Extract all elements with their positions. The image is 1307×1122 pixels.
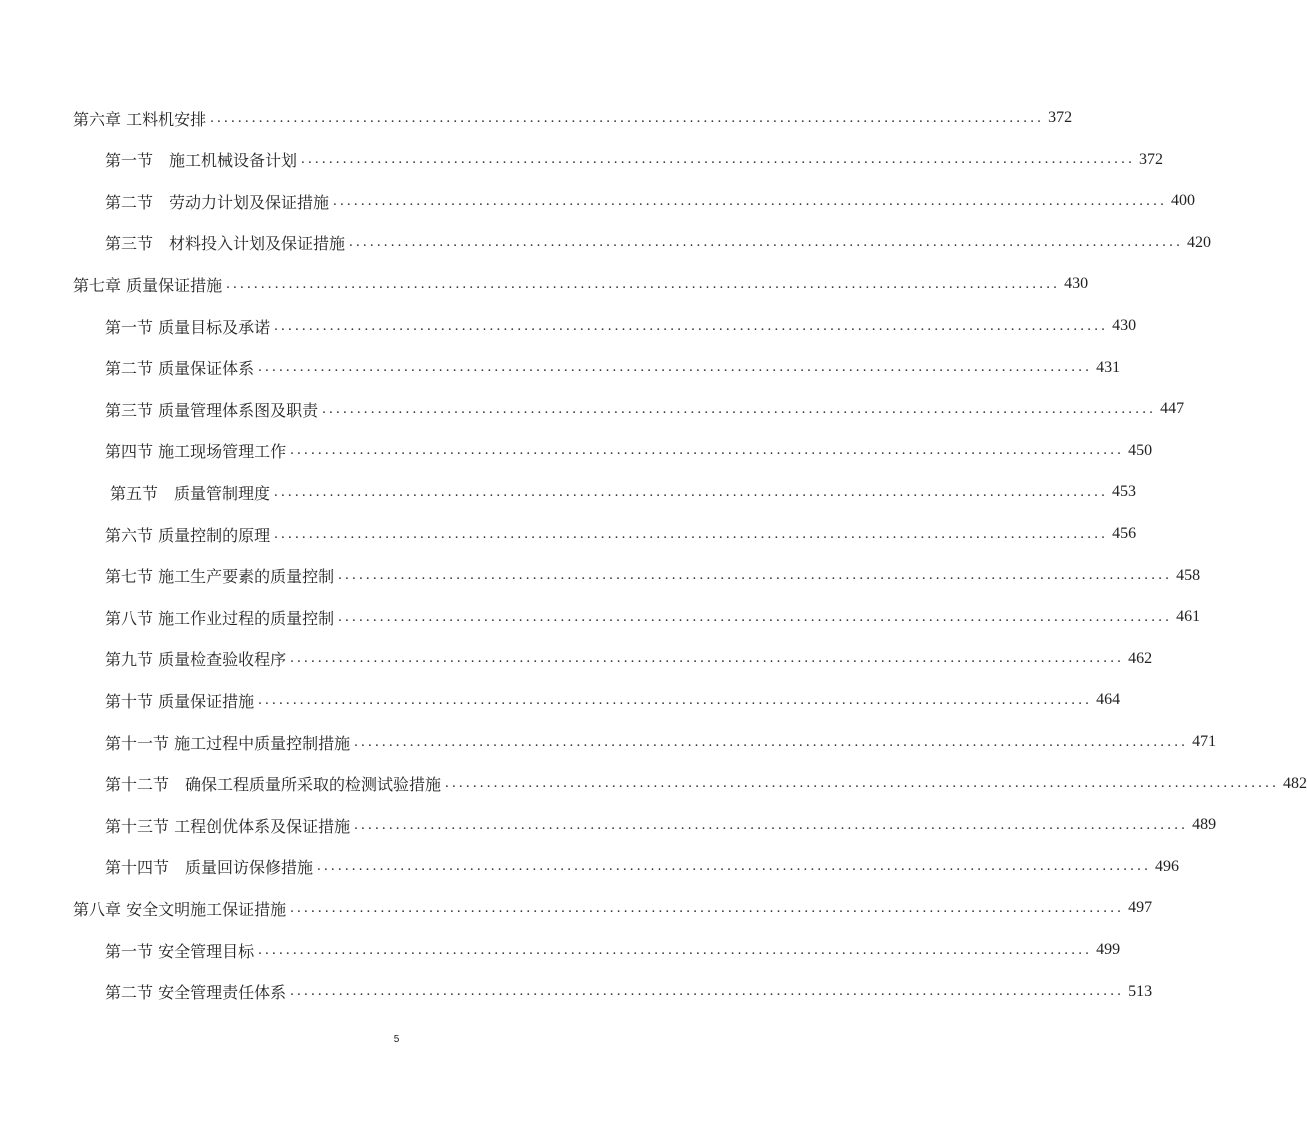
toc-entry-page: 462 [1128, 649, 1153, 667]
toc-entry-page: 430 [1112, 317, 1137, 334]
toc-entry-title: 第七章 质量保证措施 [73, 275, 223, 295]
toc-section-entry[interactable] [110, 480, 1137, 504]
toc-entry-page: 497 [1128, 899, 1153, 917]
toc-section-entry[interactable] [105, 314, 1137, 338]
toc-entry-title: 第三节 材料投入计划及保证措施 [105, 234, 346, 254]
toc-section-entry[interactable] [105, 980, 1153, 1004]
toc-entry-title: 第六章 工料机安排 [73, 109, 207, 129]
dot-leader: ........................................................................................................................ [290, 442, 1125, 459]
toc-section-entry[interactable] [105, 522, 1137, 546]
toc-entry-title: 第十四节 质量回访保修措施 [105, 858, 314, 878]
toc-section-entry[interactable] [105, 148, 1164, 172]
dot-leader: ........................................................................................................................ [258, 359, 1093, 376]
toc-entry-page: 471 [1192, 733, 1217, 750]
toc-entry-title: 第九节 质量检查验收程序 [105, 650, 287, 670]
toc-entry-title: 第一节 施工机械设备计划 [105, 151, 298, 171]
toc-entry-title: 第十二节 确保工程质量所采取的检测试验措施 [105, 775, 442, 795]
toc-section-entry[interactable] [105, 231, 1212, 255]
dot-leader: ........................................................................................................................ [290, 650, 1125, 667]
dot-leader: ........................................................................................................................ [290, 983, 1125, 1000]
dot-leader: ........................................................................................................................ [258, 691, 1093, 708]
toc-chapter-entry[interactable] [73, 272, 1089, 296]
toc-section-entry[interactable] [105, 938, 1121, 962]
dot-leader: ........................................................................................................................ [210, 109, 1045, 126]
dot-leader: ........................................................................................................................ [333, 192, 1168, 209]
toc-entry-title: 第二节 质量保证体系 [105, 359, 255, 379]
toc-entry-title: 第八章 安全文明施工保证措施 [73, 899, 287, 919]
toc-entry-page: 496 [1155, 857, 1180, 875]
dot-leader: ........................................................................................................................ [354, 733, 1189, 750]
toc-entry-page: 464 [1096, 691, 1121, 709]
toc-entry-page: 499 [1096, 941, 1121, 958]
toc-entry-title: 第一节 质量目标及承诺 [105, 317, 271, 337]
toc-entry-title: 第六节 质量控制的原理 [105, 525, 271, 545]
dot-leader: ........................................................................................................................ [338, 567, 1173, 584]
dot-leader: ........................................................................................................................ [258, 941, 1093, 958]
toc-entry-page: 461 [1176, 608, 1201, 626]
toc-chapter-entry[interactable] [73, 106, 1073, 130]
dot-leader: ........................................................................................................................ [274, 317, 1109, 334]
dot-leader: ........................................................................................................................ [290, 899, 1125, 916]
dot-leader: ........................................................................................................................ [338, 608, 1173, 625]
toc-section-entry[interactable] [105, 730, 1217, 754]
toc-entry-title: 第七节 施工生产要素的质量控制 [105, 567, 335, 587]
toc-section-entry[interactable] [105, 397, 1185, 421]
toc-entry-title: 第二节 安全管理责任体系 [105, 983, 287, 1003]
toc-entry-page: 489 [1192, 816, 1217, 834]
toc-section-entry[interactable] [105, 647, 1153, 671]
toc-section-entry[interactable] [105, 439, 1153, 463]
toc-entry-title: 第一节 安全管理目标 [105, 941, 255, 961]
toc-entry-page: 447 [1160, 400, 1185, 418]
toc-entry-page: 431 [1096, 358, 1121, 376]
toc-entry-title: 第二节 劳动力计划及保证措施 [105, 192, 330, 212]
dot-leader: ........................................................................................................................ [445, 775, 1280, 792]
dot-leader: ........................................................................................................................ [274, 483, 1109, 500]
toc-entry-page: 513 [1128, 982, 1153, 1000]
toc-entry-page: 372 [1048, 109, 1073, 126]
toc-section-entry[interactable] [105, 855, 1180, 879]
toc-section-entry[interactable] [105, 189, 1196, 213]
toc-entry-page: 482 [1283, 774, 1307, 792]
toc-entry-page: 456 [1112, 525, 1137, 542]
toc-section-entry[interactable] [105, 605, 1201, 629]
dot-leader: ........................................................................................................................ [322, 400, 1157, 417]
toc-entry-title: 第十三节 工程创优体系及保证措施 [105, 816, 351, 836]
toc-entry-page: 400 [1171, 192, 1196, 210]
toc-entry-page: 453 [1112, 483, 1137, 501]
toc-section-entry[interactable] [105, 813, 1217, 837]
toc-entry-page: 430 [1064, 275, 1089, 293]
toc-entry-title: 第五节 质量管制理度 [110, 483, 271, 503]
toc-entry-page: 372 [1139, 150, 1164, 168]
dot-leader: ........................................................................................................................ [354, 816, 1189, 833]
toc-entry-page: 450 [1128, 441, 1153, 459]
dot-leader: ........................................................................................................................ [274, 525, 1109, 542]
page-number: 5 [393, 1034, 400, 1045]
toc-section-entry[interactable] [105, 688, 1121, 712]
toc-entry-title: 第三节 质量管理体系图及职责 [105, 400, 319, 420]
toc-entry-title: 第八节 施工作业过程的质量控制 [105, 608, 335, 628]
toc-chapter-entry[interactable] [73, 896, 1153, 920]
toc-section-entry[interactable] [105, 564, 1201, 588]
toc-section-entry[interactable] [105, 772, 1307, 796]
toc-entry-page: 420 [1187, 233, 1212, 251]
dot-leader: ........................................................................................................................ [226, 275, 1061, 292]
dot-leader: ........................................................................................................................ [349, 234, 1184, 251]
toc-entry-title: 第四节 施工现场管理工作 [105, 442, 287, 462]
dot-leader: ........................................................................................................................ [301, 151, 1136, 168]
toc-entry-title: 第十一节 施工过程中质量控制措施 [105, 733, 351, 753]
dot-leader: ........................................................................................................................ [317, 858, 1152, 875]
toc-entry-page: 458 [1176, 566, 1201, 584]
toc-entry-title: 第十节 质量保证措施 [105, 691, 255, 711]
toc-section-entry[interactable] [105, 356, 1121, 380]
